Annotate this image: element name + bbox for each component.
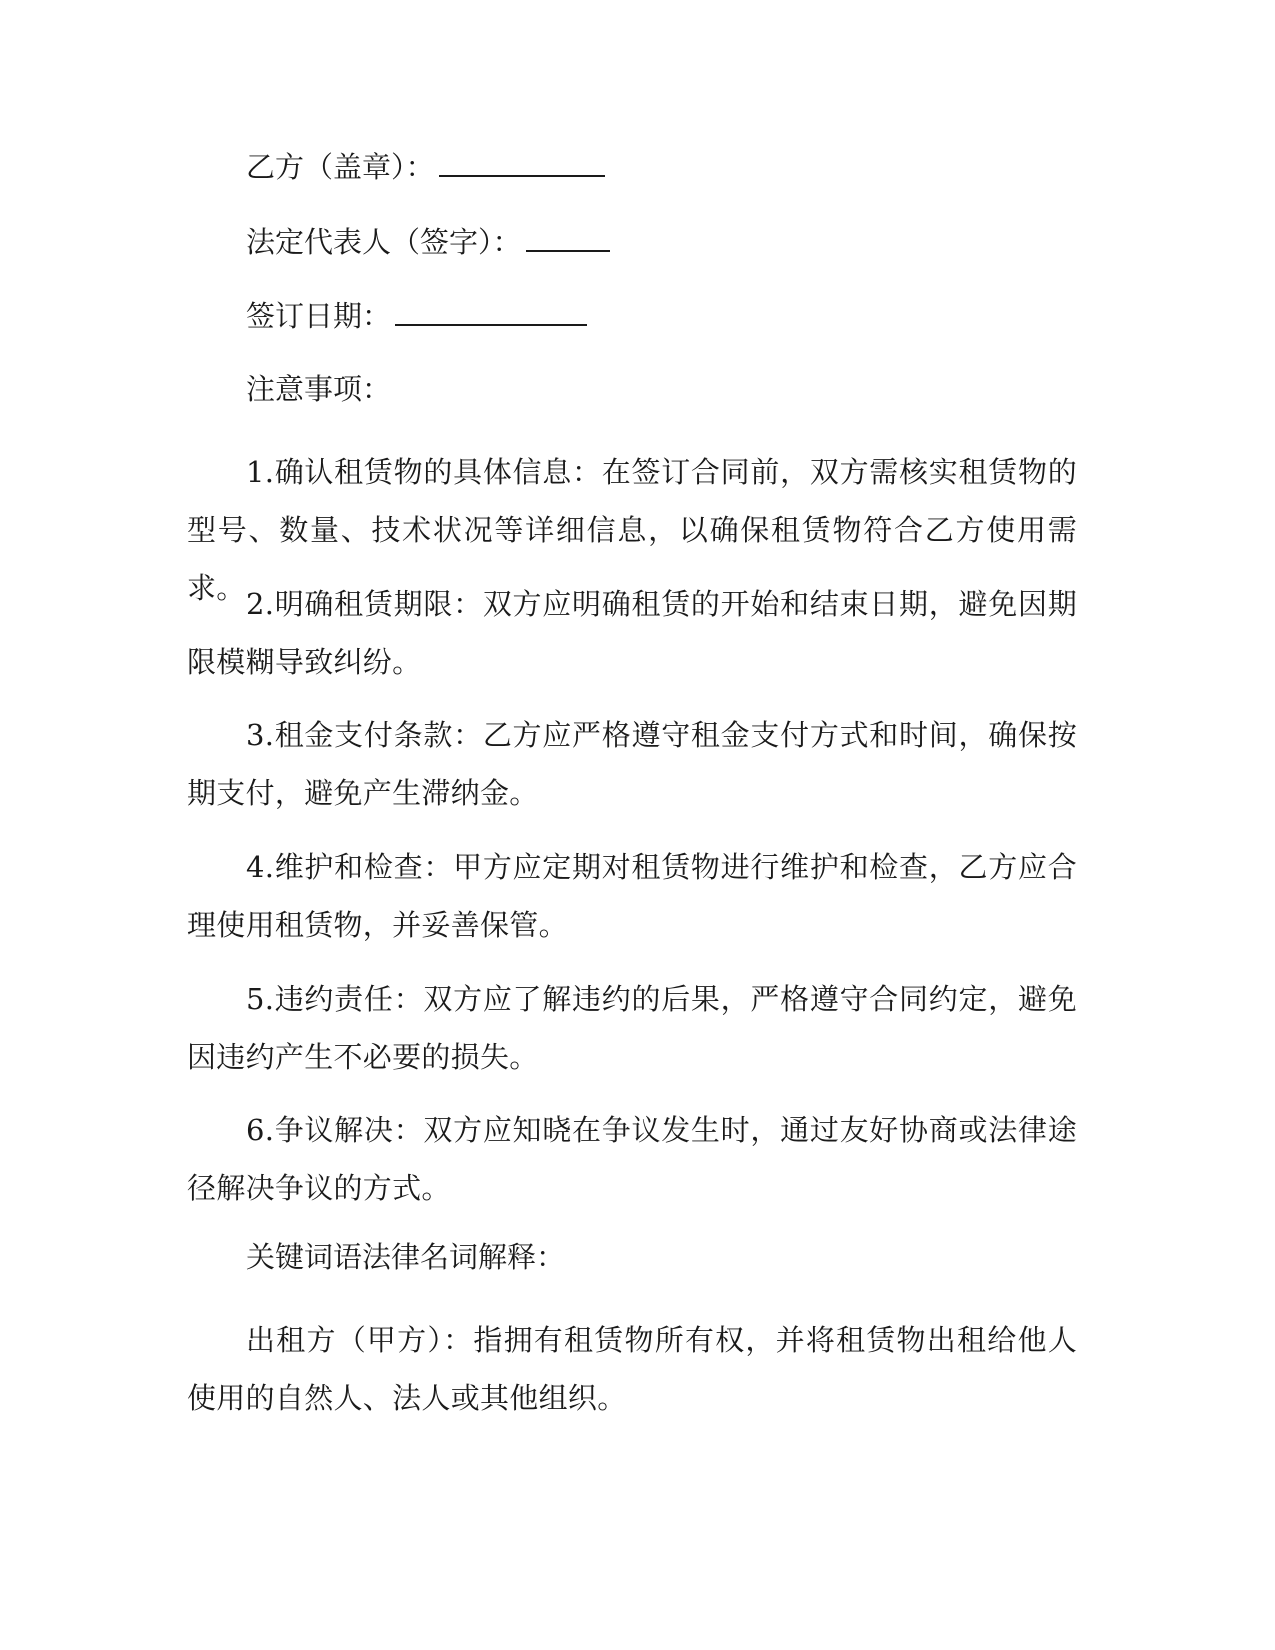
- party-b-seal-blank: [439, 145, 605, 177]
- sign-date-label: 签订日期：: [246, 299, 392, 333]
- note-item-4: 4.维护和检查：甲方应定期对租赁物进行维护和检查，乙方应合理使用租赁物，并妥善保管。: [187, 850, 1077, 942]
- legal-rep-signature-line: [246, 220, 610, 262]
- sign-date-line: [246, 294, 587, 336]
- party-b-seal-line: [246, 145, 605, 187]
- legal-rep-signature-label: 法定代表人（签字）：: [246, 225, 522, 259]
- note-item-2: 2.明确租赁期限：双方应明确租赁的开始和结束日期，避免因期限模糊导致纠纷。: [187, 587, 1077, 679]
- note-item-1: 1.确认租赁物的具体信息：在签订合同前，双方需核实租赁物的型号、数量、技术状况等详细信息，以确保租赁物符合乙方使用需求。: [187, 455, 1077, 605]
- notes-heading: 注意事项：: [246, 372, 392, 406]
- glossary-item-lessor: 出租方（甲方）：指拥有租赁物所有权，并将租赁物出租给他人使用的自然人、法人或其他组织。: [187, 1323, 1077, 1415]
- party-b-seal-label: 乙方（盖章）：: [246, 150, 435, 184]
- glossary-heading: 关键词语法律名词解释：: [246, 1240, 566, 1274]
- sign-date-blank: [395, 294, 587, 326]
- legal-rep-signature-blank: [526, 220, 610, 252]
- note-item-5: 5.违约责任：双方应了解违约的后果，严格遵守合同约定，避免因违约产生不必要的损失。: [187, 982, 1077, 1074]
- note-item-6: 6.争议解决：双方应知晓在争议发生时，通过友好协商或法律途径解决争议的方式。: [187, 1113, 1077, 1205]
- note-item-3: 3.租金支付条款：乙方应严格遵守租金支付方式和时间，确保按期支付，避免产生滞纳金。: [187, 718, 1077, 810]
